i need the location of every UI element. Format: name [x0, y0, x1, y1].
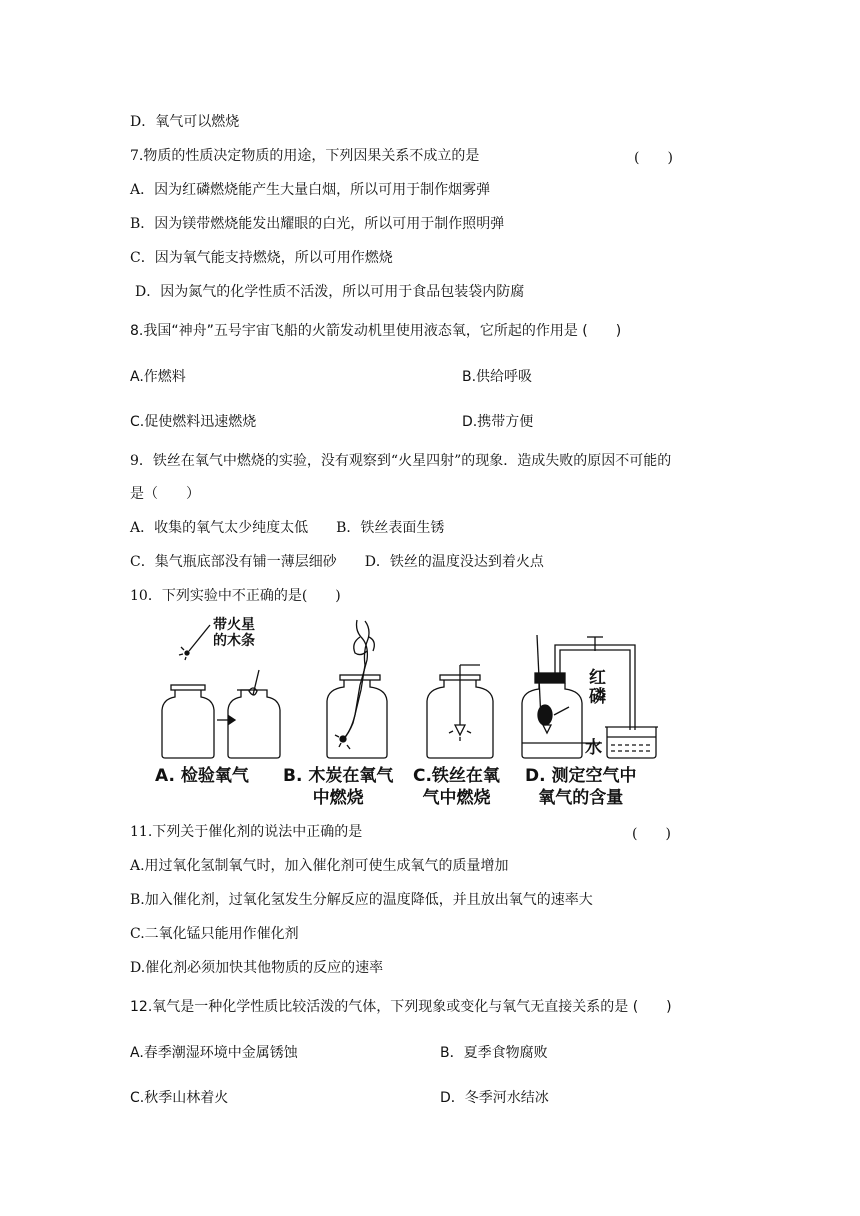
- q12-option-c: C.秋季山林着火: [130, 1090, 229, 1106]
- label-red-line1: 红: [589, 668, 606, 688]
- q11-answer-blank[interactable]: ( ): [632, 826, 671, 842]
- q10-experiment-figure: [155, 615, 675, 815]
- q7-option-a: A．因为红磷燃烧能产生大量白烟，所以可用于制作烟雾弹: [130, 182, 491, 198]
- q9-options-cd: C．集气瓶底部没有铺一薄层细砂 D．铁丝的温度没达到着火点: [130, 554, 544, 570]
- splint-stick: [189, 625, 210, 651]
- splint-glow: [185, 651, 189, 655]
- bottle-c: [427, 665, 493, 758]
- q12-option-a: A.春季潮湿环境中金属锈蚀: [130, 1045, 298, 1061]
- q9-options-ab: A．收集的氧气太少纯度太低 B．铁丝表面生锈: [130, 520, 445, 536]
- q10-stem: 10．下列实验中不正确的是( ): [130, 588, 341, 604]
- bottle-a-left: [162, 685, 214, 758]
- label-red-line2: 磷: [589, 687, 606, 707]
- q11-option-a: A.用过氧化氢制氧气时，加入催化剂可使生成氧气的质量增加: [130, 858, 509, 874]
- label-splint-line2: 的木条: [213, 633, 255, 649]
- label-water: 水: [585, 738, 602, 758]
- q7-option-d: D．因为氮气的化学性质不活泼，所以可用于食品包装袋内防腐: [135, 284, 525, 300]
- q8-option-b: B.供给呼吸: [462, 369, 533, 385]
- q12-stem: 12.氧气是一种化学性质比较活泼的气体，下列现象或变化与氧气无直接关系的是 ( ): [130, 999, 672, 1015]
- tongs-and-bottle-b: [327, 620, 387, 758]
- caption-d-line1: D. 测定空气中: [525, 766, 637, 786]
- q12-option-b: B．夏季食物腐败: [440, 1045, 548, 1061]
- q8-option-a: A.作燃料: [130, 369, 186, 385]
- q8-option-c: C.促使燃料迅速燃烧: [130, 414, 257, 430]
- label-splint-line1: 带火星: [213, 617, 255, 633]
- q8-option-d: D.携带方便: [462, 414, 534, 430]
- caption-b-line2: 中燃烧: [312, 788, 364, 808]
- q7-answer-blank[interactable]: ( ): [634, 150, 673, 166]
- caption-a-line1: A. 检验氧气: [155, 766, 249, 786]
- q8-stem: 8.我国“神舟”五号宇宙飞船的火箭发动机里使用液态氧，它所起的作用是 ( ): [130, 323, 622, 339]
- q12-option-d: D．冬季河水结冰: [440, 1090, 549, 1106]
- q7-stem: 7.物质的性质决定物质的用途，下列因果关系不成立的是: [130, 148, 480, 164]
- q11-stem: 11.下列关于催化剂的说法中正确的是: [130, 824, 363, 840]
- caption-c-line1: C.铁丝在氧: [413, 766, 500, 786]
- q7-option-c: C．因为氧气能支持燃烧，所以可用作燃烧: [130, 250, 393, 266]
- q11-option-d: D.催化剂必须加快其他物质的反应的速率: [130, 960, 384, 976]
- caption-c-line2: 气中燃烧: [422, 788, 491, 808]
- caption-b-line1: B. 木炭在氧气: [283, 766, 394, 786]
- q9-stem-line1: 9．铁丝在氧气中燃烧的实验，没有观察到“火星四射”的现象．造成失败的原因不可能的: [130, 453, 672, 469]
- q9-stem-line2: 是（ ）: [130, 486, 200, 502]
- q6-option-d: D．氧气可以燃烧: [130, 114, 240, 130]
- bottle-a-right: [228, 670, 280, 758]
- arrow-head: [229, 716, 235, 724]
- q11-option-c: C.二氧化锰只能用作催化剂: [130, 926, 299, 942]
- caption-d-line2: 氧气的含量: [538, 788, 624, 808]
- q11-option-b: B.加入催化剂，过氧化氢发生分解反应的温度降低，并且放出氧气的速率大: [130, 892, 593, 908]
- q7-option-b: B．因为镁带燃烧能发出耀眼的白光，所以可用于制作照明弹: [130, 216, 505, 232]
